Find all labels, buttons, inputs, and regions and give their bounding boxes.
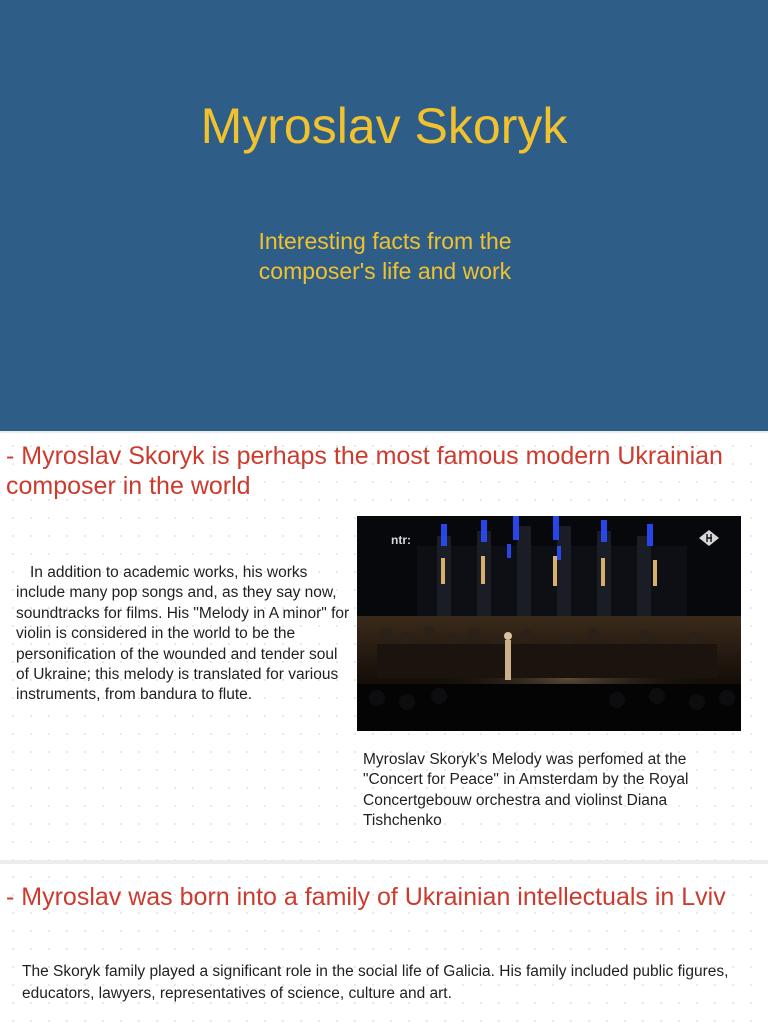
slide-heading: - Myroslav was born into a family of Ukrainian intellectuals in Lviv bbox=[6, 883, 726, 911]
concert-photo bbox=[357, 516, 741, 731]
slide-famous-composer bbox=[0, 433, 768, 860]
concert-hall-image bbox=[357, 516, 741, 731]
slide-body-text: The Skoryk family played a significant role in the social life of Galicia. His family included public figures, educators, lawyers, representatives of science, culture and art. bbox=[22, 963, 729, 1002]
broadcaster-logo: ntr: bbox=[391, 533, 411, 547]
title-slide bbox=[0, 0, 768, 431]
slide-body-text: In addition to academic works, his works include many pop songs and, as they say now, soundtracks for films. His "Melody in A minor" for violin is considered in the world to be the personification of the wounded and tender soul of Ukraine; this melody is translated for various instruments, from bandura to flute. bbox=[16, 564, 350, 704]
slide-heading: - Myroslav Skoryk is perhaps the most famous modern Ukrainian composer in the world bbox=[6, 442, 723, 500]
slide-family-background bbox=[0, 864, 768, 1024]
photo-caption: Myroslav Skoryk's Melody was perfomed at the "Concert for Peace" in Amsterdam by the Royal Concertgebouw orchestra and violinst Diana Tishchenko bbox=[363, 751, 689, 830]
subtitle-line-2: composer's life and work bbox=[258, 258, 512, 284]
presentation-title: Myroslav Skoryk bbox=[200, 98, 568, 154]
subtitle-line-1: Interesting facts from the bbox=[258, 228, 512, 254]
presentation-subtitle bbox=[0, 226, 768, 286]
